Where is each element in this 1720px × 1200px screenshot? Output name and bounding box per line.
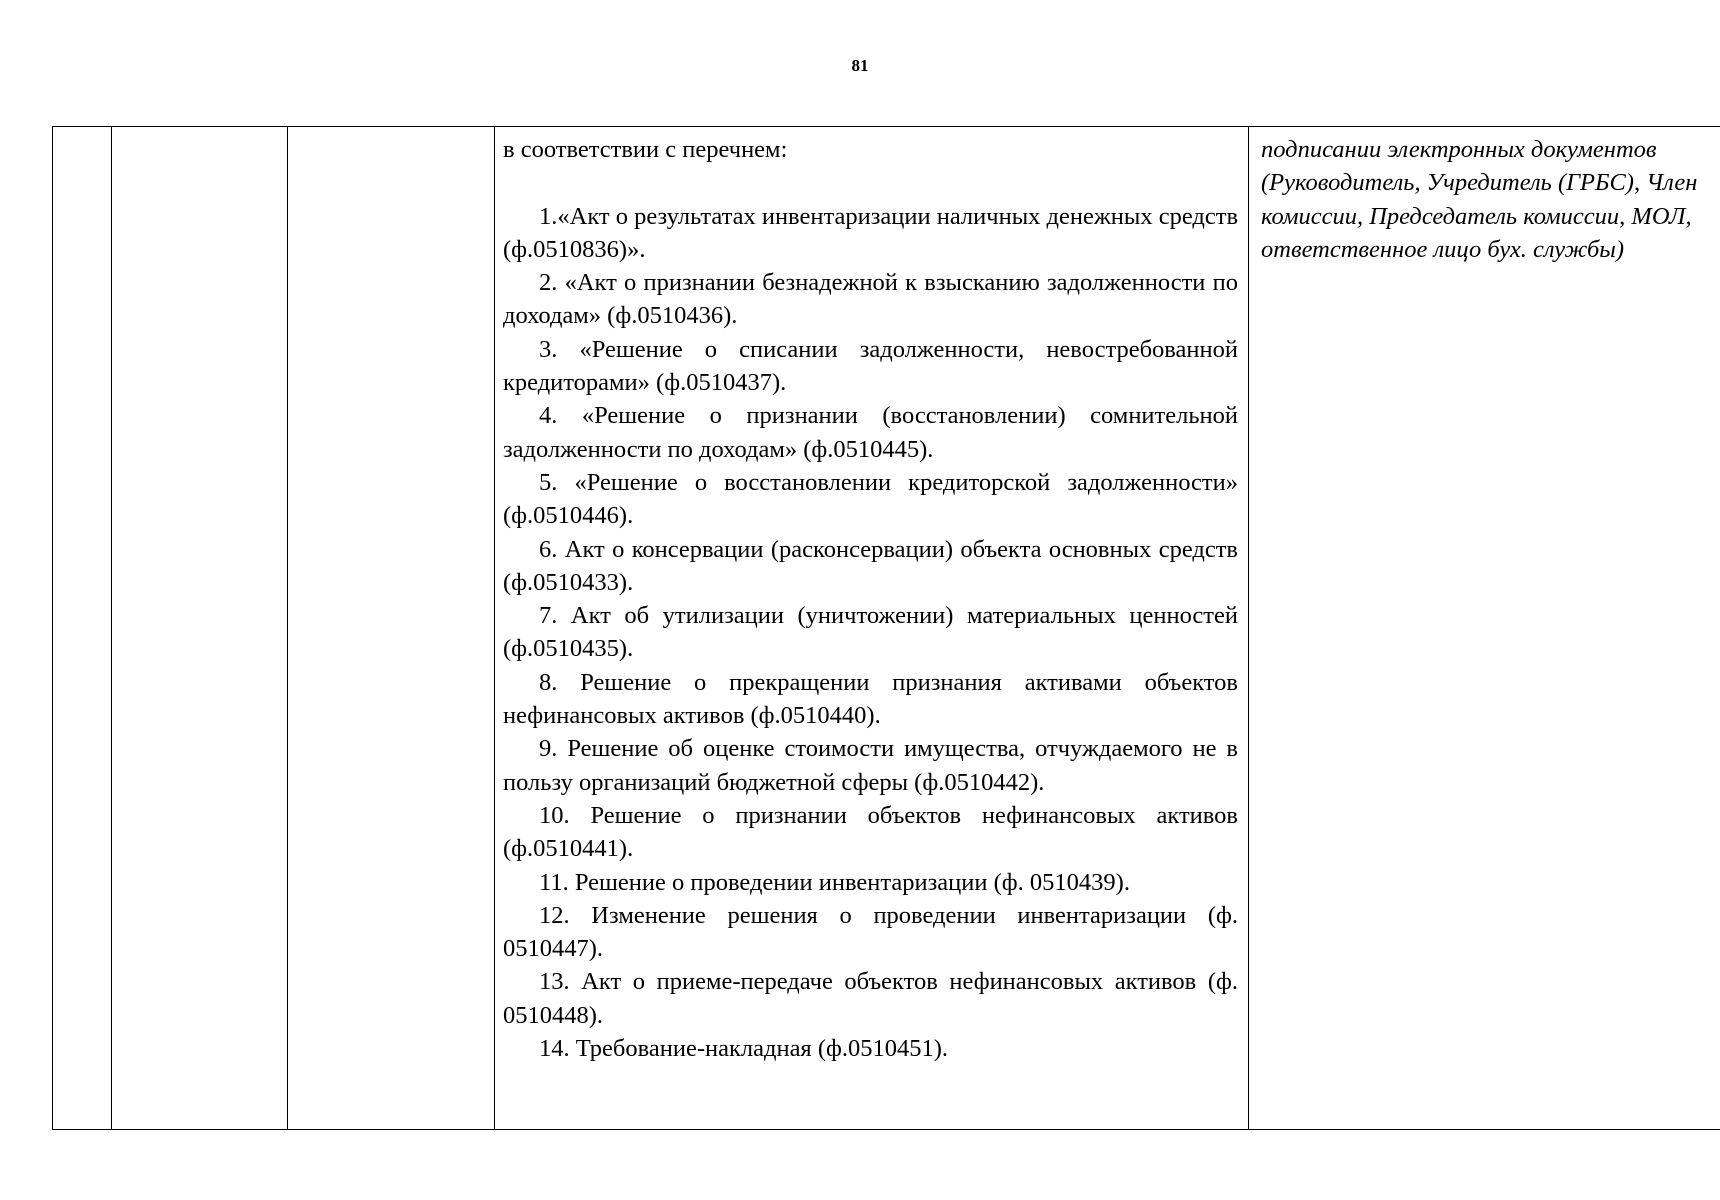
list-item: 3. «Решение о списании задолженности, невостребованной кредиторами» (ф.0510437). [503, 335, 1238, 397]
list-item: 5. «Решение о восстановлении кредиторской задолженности» (ф.0510446). [503, 468, 1238, 530]
table-cell-blank-2 [288, 127, 495, 1130]
table-cell-number [53, 127, 112, 1130]
list-item: 1.«Акт о результатах инвентаризации наличных денежных средств (ф.0510836)». [503, 202, 1239, 263]
table-cell-documents [495, 127, 1249, 1130]
list-item: 14. Требование-накладная (ф.0510451). [539, 1035, 949, 1063]
list-item: 10. Решение о признании объектов нефинансовых активов (ф.0510441). [503, 801, 1238, 863]
list-item: 6. Акт о консервации (расконсервации) объекта основных средств (ф.0510433). [503, 535, 1238, 596]
document-table [52, 126, 1720, 1130]
table-cell-blank-1 [112, 127, 288, 1130]
table-cell-signers: подписании электронных документов (Руководитель, Учредитель (ГРБС), Член комиссии, Председатель комиссии, МОЛ, ответственное лицо бух. службы) [1249, 127, 1720, 1130]
list-item: 8. Решение о прекращении признания активами объектов нефинансовых активов (ф.0510440). [503, 668, 1238, 730]
list-item: 11. Решение о проведении инвентаризации (ф. 0510439). [539, 868, 1130, 896]
list-item: 9. Решение об оценке стоимости имущества, отчуждаемого не в пользу организаций бюджетной сферы (ф.0510442). [503, 735, 1238, 796]
list-item: 2. «Акт о признании безнадежной к взысканию задолженности по доходам» (ф.0510436). [503, 269, 1238, 330]
list-item: 7. Акт об утилизации (уничтожении) материальных ценностей (ф.0510435). [503, 602, 1238, 663]
list-item: 12. Изменение решения о проведении инвентаризации (ф. 0510447). [503, 901, 1238, 963]
page-number: 81 [851, 56, 869, 75]
documents-list [503, 200, 1238, 1066]
list-item: 13. Акт о приеме-передаче объектов нефинансовых активов (ф. 0510448). [503, 968, 1238, 1029]
list-item: 4. «Решение о признании (восстановлении) сомнительной задолженности по доходам» (ф.0510445). [503, 402, 1238, 463]
table-row [53, 127, 1720, 1130]
documents-intro: в соответствии с перечнем: [503, 136, 788, 163]
